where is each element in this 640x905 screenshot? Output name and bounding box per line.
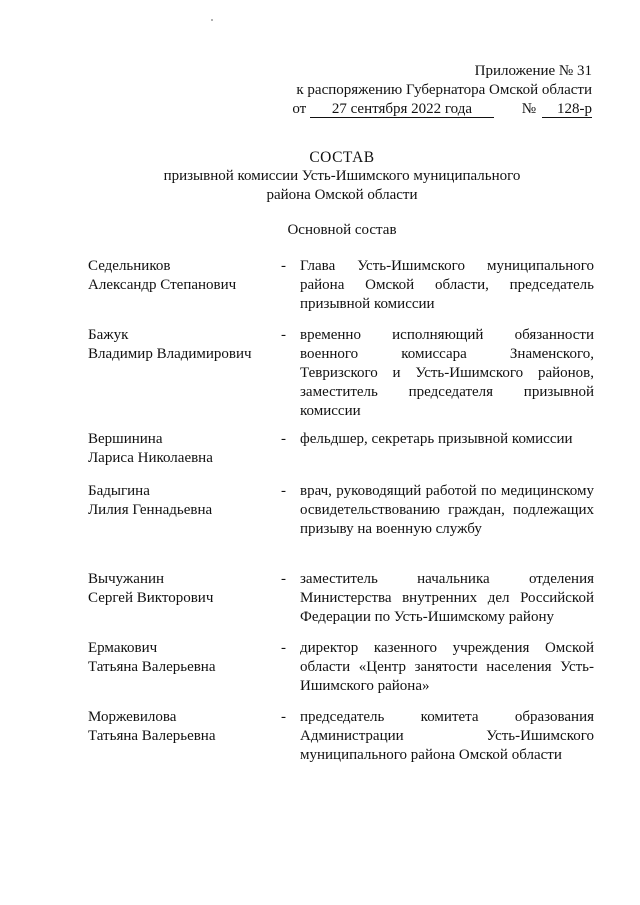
title-line-1: призывной комиссии Усть-Ишимского муниципального <box>163 168 521 184</box>
title-heading: СОСТАВ <box>309 149 375 166</box>
member-dash: - <box>281 571 286 587</box>
member-role: председатель комитета образования Администрации Усть-Ишимского муниципального района Омской области <box>300 709 594 763</box>
member-name <box>88 639 278 677</box>
member-role: фельдшер, секретарь призывной комиссии <box>300 431 573 447</box>
member-name <box>88 482 278 520</box>
appendix-decree: к распоряжению Губернатора Омской области <box>296 82 592 98</box>
member-name <box>88 708 278 746</box>
member-surname: Бажук <box>88 327 129 343</box>
member-dash: - <box>281 483 286 499</box>
member-given-name: Лариса Николаевна <box>88 450 213 466</box>
member-role: временно исполняющий обязанности военного комиссара Знаменского, Тевризского и Усть-Ишимского районов, заместитель председателя призывной комиссии <box>300 327 594 419</box>
decree-date: 27 сентября 2022 года <box>310 102 494 118</box>
member-dash: - <box>281 640 286 656</box>
section-title: Основной состав <box>287 222 397 238</box>
from-label: от <box>292 101 307 117</box>
member-given-name: Александр Степанович <box>88 277 237 293</box>
appendix-date-line <box>292 100 592 119</box>
member-dash: - <box>281 327 286 343</box>
member-surname: Моржевилова <box>88 709 177 725</box>
member-name <box>88 257 278 295</box>
member-given-name: Сергей Викторович <box>88 590 214 606</box>
scan-speck <box>211 19 213 21</box>
member-role: директор казенного учреждения Омской области «Центр занятости населения Усть-Ишимского района» <box>300 640 594 694</box>
appendix-header <box>292 62 592 119</box>
member-surname: Седельников <box>88 258 171 274</box>
member-given-name: Татьяна Валерьевна <box>88 728 216 744</box>
decree-number: 128-р <box>542 102 592 118</box>
member-surname: Ермакович <box>88 640 158 656</box>
number-sign: № <box>521 101 536 117</box>
member-dash: - <box>281 258 286 274</box>
member-surname: Вершинина <box>88 431 163 447</box>
member-surname: Вычужанин <box>88 571 165 587</box>
appendix-number: Приложение № 31 <box>474 63 592 79</box>
member-surname: Бадыгина <box>88 483 150 499</box>
member-name <box>88 326 278 364</box>
title-line-2: района Омской области <box>266 187 418 203</box>
member-name <box>88 570 278 608</box>
document-title <box>0 148 640 205</box>
member-given-name: Татьяна Валерьевна <box>88 659 216 675</box>
member-name <box>88 430 278 468</box>
member-given-name: Владимир Владимирович <box>88 346 252 362</box>
member-role: Глава Усть-Ишимского муниципального района Омской области, председатель призывной комиссии <box>300 258 594 312</box>
member-dash: - <box>281 431 286 447</box>
member-given-name: Лилия Геннадьевна <box>88 502 213 518</box>
member-role: заместитель начальника отделения Министерства внутренних дел Российской Федерации по Усть-Ишимскому району <box>300 571 594 625</box>
member-dash: - <box>281 709 286 725</box>
member-role: врач, руководящий работой по медицинскому освидетельствованию граждан, подлежащих призыву на военную службу <box>300 483 594 537</box>
